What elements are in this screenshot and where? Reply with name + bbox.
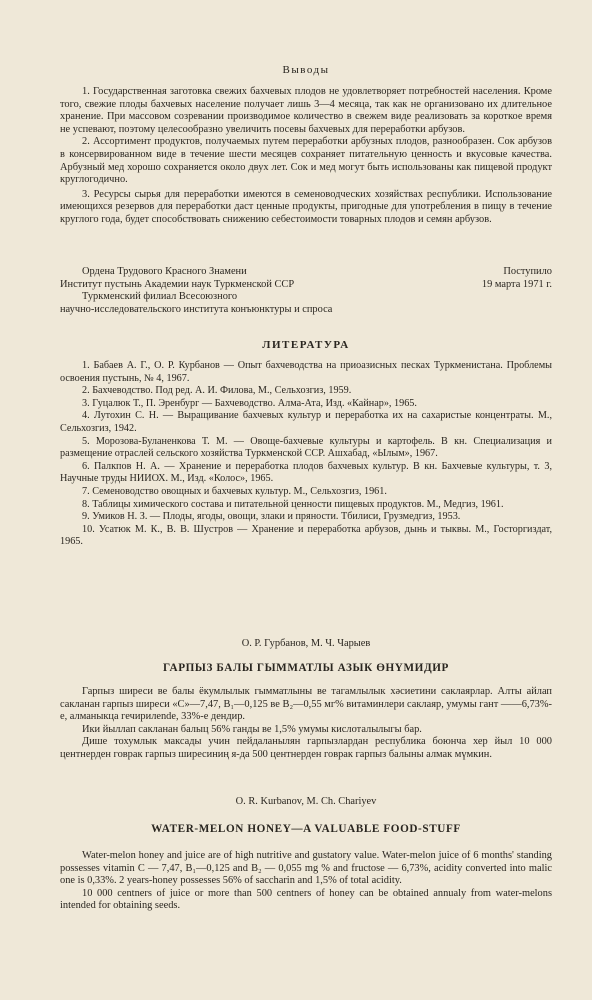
literature-item: 5. Морозова-Буланенкова Т. М. — Овоще-бахчевые культуры и картофель. В кн. Специализация и размещение отраслей сельского хозяйства Туркменской ССР. Ашхабад, «Ылым», 1967. <box>60 435 552 460</box>
literature-item: 3. Гуцалюк Т., П. Эренбург — Бахчеводство. Алма-Ата, Изд. «Кайнар», 1965. <box>82 397 417 409</box>
literature-item: 6. Палкпов Н. А. — Хранение и переработка плодов бахчевых культур. В кн. Бахчевые культуры, т. 3, Научные труды НИИОХ. М., Изд. «Колос», 1965. <box>60 460 552 485</box>
literature-item: 4. Лутохин С. Н. — Выращивание бахчевых культур и переработка их на сахаристые концентраты. М., Сельхозгиз, 1942. <box>60 410 552 434</box>
turkmen-title-row <box>60 662 552 674</box>
turkmen-body <box>60 686 552 762</box>
literature-item: 10. Усатюк М. К., В. В. Шустров — Хранение и переработка арбузов, дынь и тыквы. М., Госторгиздат, 1965. <box>60 523 552 548</box>
institution-line: Институт пустынь Академии наук Туркменской ССР <box>60 278 295 290</box>
english-authors: O. R. Kurbanov, M. Ch. Chariyev <box>235 796 377 807</box>
english-paragraph: Water-melon honey and juice are of high nutritive and gustatory value. Water-melon juice of 6 months' standing possesses vitamin C — 7,47, B₁—0,125 and B₂ — 0,055 mg % and fructose — 6,73%, acidity converted into malic one is 0,33%. 2 years-honey possesses 56% of saccharin and 1,5% of total acidity. <box>60 850 552 887</box>
turkmen-paragraph: Гарпыз ширеси ве балы ёкумлылык гымматлыны ве тагамлылык хәсиетини саклаярлар. Алты айлап сакланан гарпыз ширеси «С»—7,47, B₁—0,125 ве B₂—0,55 мг% витаминлери саклаяр, умумы гант ——6,73%-е, алманыкца гечирилende, 33%-е дендир. <box>60 686 552 723</box>
literature-item: 2. Бахчеводство. Под ред. А. И. Филова, М., Сельхозгиз, 1959. <box>82 385 352 397</box>
conclusions-body <box>60 86 552 227</box>
conclusions-section <box>60 64 552 76</box>
conclusion-paragraph: 1. Государственная заготовка свежих бахчевых плодов не удовлетворяет потребностей населения. Кроме того, свежие плоды бахчевых население получает лишь 3—4 месяца, так как не организовано их длительное хранение. При массовом созревании производимое количество в свежем виде реализовать за короткое время не успевают, поэтому целесообразно увеличить посевы бахчевых для переработки арбузов. <box>60 86 552 135</box>
conclusion-paragraph: 2. Ассортимент продуктов, получаемых путем переработки арбузных плодов, разнообразен. Сок арбузов в консервированном виде в течение шести месяцев сохраняет питательную ценность и вкусовые качества. Арбузный мед хорошо сохраняется около двух лет. Сок и мед могут быть использованы как пищевой продукт круглогодично. <box>60 136 552 186</box>
english-body <box>60 850 552 913</box>
english-title-row <box>60 823 552 835</box>
institution-line: научно-исследовательского института конъюнктуры и спроса <box>60 303 333 315</box>
turkmen-paragraph: Дише тохумлык максады учин пейдаланылян гарпызлардан республика боюнча хер йыл 10 000 центнерден говрак гарпыз ширесиниң я-да 500 центнерден говрак гарпыз балыны алмак мүмкин. <box>60 736 552 760</box>
turkmen-title: ГАРПЫЗ БАЛЫ ГЫММАТЛЫ АЗЫК ӨНҮМИДИР <box>163 662 449 674</box>
literature-item: 8. Таблицы химического состава и питательной ценности пищевых продуктов. М., Медгиз, 1961. <box>82 498 504 510</box>
received-date: 19 марта 1971 г. <box>481 278 552 290</box>
literature-item: 7. Семеноводство овощных и бахчевых культур. М., Сельхозгиз, 1961. <box>82 485 387 497</box>
english-authors-row <box>60 796 552 807</box>
english-paragraph: 10 000 centners of juice or more than 500 centners of honey can be obtained annualy from water-melons intended for obtaining seeds. <box>60 887 552 912</box>
english-title: WATER-MELON HONEY—A VALUABLE FOOD-STUFF <box>151 823 461 835</box>
conclusions-title: Выводы <box>282 64 330 76</box>
literature-title: ЛИТЕРАТУРА <box>262 339 350 351</box>
institution-line: Ордена Трудового Красного Знамени <box>82 266 247 277</box>
literature-list <box>60 360 552 549</box>
literature-item: 1. Бабаев А. Г., О. Р. Курбанов — Опыт бахчеводства на приоазисных песках Туркменистана. Проблемы освоения пустынь, № 4, 1967. <box>60 360 552 384</box>
turkmen-authors-row <box>60 638 552 649</box>
turkmen-authors: О. Р. Гурбанов, М. Ч. Чарыев <box>241 638 371 649</box>
institution-line: Туркменский филиал Всесоюзного <box>82 291 238 303</box>
institution-block <box>60 266 552 316</box>
received-label: Поступило <box>503 266 552 277</box>
conclusion-paragraph: 3. Ресурсы сырья для переработки имеются в семеноводческих хозяйствах республики. Использование имеющихся резервов для переработки даст ценные продукты, пригодные для употребления в пищу в течение круглого года, будет способствовать снижению себестоимости товарных плодов и семян арбузов. <box>60 188 552 225</box>
literature-section <box>60 339 552 351</box>
literature-item: 9. Умиков Н. З. — Плоды, ягоды, овощи, злаки и пряности. Тбилиси, Грузмедгиз, 1953. <box>82 511 461 523</box>
turkmen-paragraph: Ики йыллап сакланан балыц 56% ганды ве 1,5% умумы кислоталылыгы бар. <box>82 723 422 735</box>
